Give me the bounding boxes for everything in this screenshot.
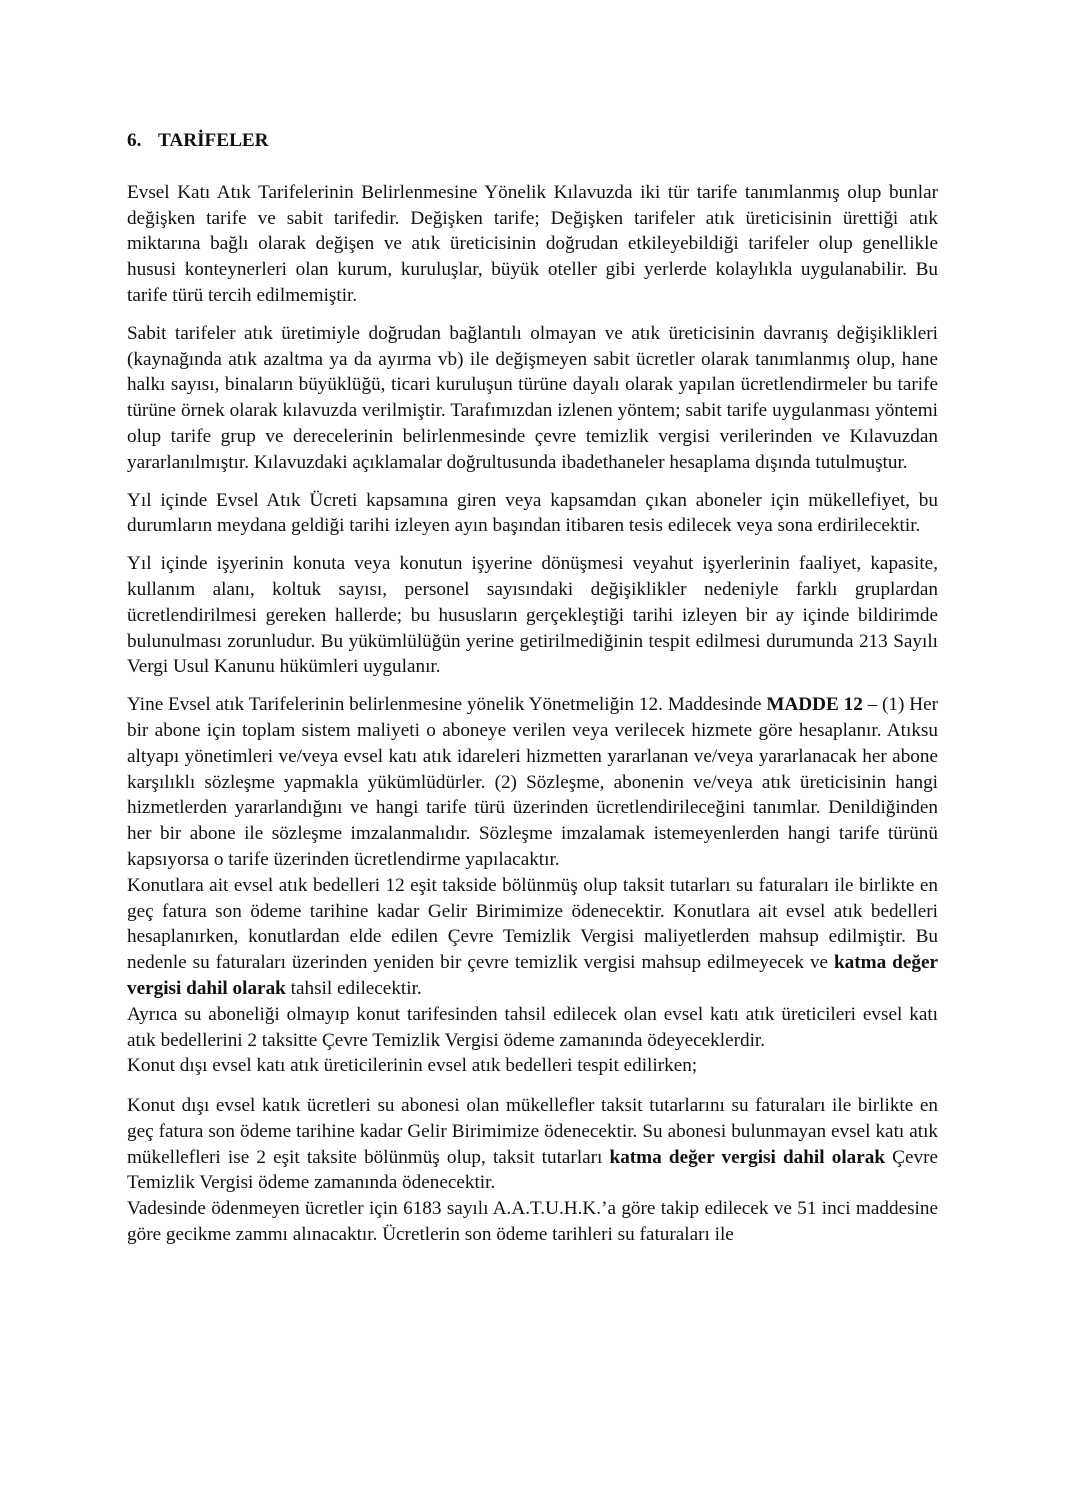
- section-number: 6.: [127, 130, 142, 151]
- non-residential-fees-text: Konut dışı evsel katık ücretleri su abonesi olan mükellefler taksit tutarlarını su faturaları ile birlikte en geç fatura son ödeme tarihine kadar Gelir Birimimize ödenecektir. Su abonesi bulunmayan evsel katı atık mükellefleri ise 2 eşit taksite bölünmüş olup, taksit tutarları: [127, 1095, 938, 1168]
- paragraph-tariff-types: Evsel Katı Atık Tarifelerinin Belirlenmesine Yönelik Kılavuzda iki tür tarife tanımlanmış olup bunlar değişken tarife ve sabit tarifedir. Değişken tarife; Değişken tarifeler atık üreticisinin ürettiği atık miktarına bağlı olarak değişen ve atık üreticisinin doğrudan etkileyebildiği tarifeler olup genellikle hususi konteynerleri olan kurum, kuruluşlar, büyük oteller gibi yerlerde kolaylıkla uygulanabilir. Bu tarife türü tercih edilmemiştir.: [127, 181, 938, 306]
- residential-fees-text: Konutlara ait evsel atık bedelleri 12 eşit takside bölünmüş olup taksit tutarları su faturaları ile birlikte en geç fatura son ödeme tarihine kadar Gelir Birimimize ödenecektir. Konutlara ait evsel atık bedelleri hesaplanırken, konutlardan elde edilen Çevre Temizlik Vergisi maliyetlerden mahsup edilmiştir. Bu nedenle su faturaları üzerinden yeniden bir çevre temizlik vergisi mahsup edilmeyecek ve: [127, 874, 938, 974]
- regulation-article-text: – (1) Her bir abone için toplam sistem maliyeti o aboneye verilen veya verilecek hizmete göre hesaplanır. Atıksu altyapı yönetimleri ve/veya evsel katı atık idareleri hizmetten yararlanan ve/veya yararlanacak her abone karşılıklı sözleşme yapmakla yükümlüdürler. (2) Sözleşme, abonenin ve/veya atık üreticisinin hangi hizmetlerden yararlandığını ve hangi tarife türü üzerinden ücretlendirileceğini tanımlar. Denildiğinden her bir abone ile sözleşme imzalanmalıdır. Sözleşme imzalamak istemeyenlerden hangi tarife türünü kapsıyorsa o tarife üzerinden ücretlendirme yapılacaktır.: [127, 694, 938, 870]
- document-page: [127, 128, 938, 1248]
- paragraph-fixed-tariffs: Sabit tarifeler atık üretimiyle doğrudan bağlantılı olmayan ve atık üreticisinin davranış değişiklikleri (kaynağında atık azaltma ya da ayırma vb) ile değişmeyen sabit ücretler olarak tanımlanmış olup, hane halkı sayısı, binaların büyüklüğü, ticari kuruluşun türüne dayalı olarak yapılan ücretlendirmeler bu tarife türüne örnek olarak kılavuzda verilmiştir. Tarafımızdan izlenen yöntem; sabit tarife uygulanması yöntemi olup tarife grup ve derecelerinin belirlenmesinde çevre temizlik vergisi verilerinden ve Kılavuzdan yararlanılmıştır. Kılavuzdaki açıklamalar doğrultusunda ibadethaneler hesaplama dışında tutulmuştur.: [127, 322, 938, 473]
- paragraph-subscriber-obligation: Yıl içinde Evsel Atık Ücreti kapsamına giren veya kapsamdan çıkan aboneler için mükellefiyet, bu durumların meydana geldiği tarihi izleyen ayın başından itibaren tesis edilecek veya sona erdirilecektir.: [127, 489, 938, 537]
- paragraph-residential-fees: [127, 873, 938, 1002]
- non-residential-fees-end: Çevre Temizlik Vergisi ödeme zamanında ödenecektir.: [127, 1146, 938, 1194]
- paragraph-workplace-change: Yıl içinde işyerinin konuta veya konutun işyerine dönüşmesi veyahut işyerlerinin faaliyet, kapasite, kullanım alanı, koltuk sayısı, personel sayısındaki değişiklikler nedeniyle farklı gruplardan ücretlendirilmesi gereken hallerde; bu hususların gerçekleştiği tarihi izleyen bir ay içinde bildirimde bulunulması zorunludur. Bu yükümlülüğün yerine getirilmediğinin tespit edilmesi durumunda 213 Sayılı Vergi Usul Kanunu hükümleri uygulanır.: [127, 553, 938, 678]
- section-title: TARİFELER: [158, 130, 269, 151]
- paragraph-non-residential-fees: [127, 1093, 938, 1196]
- vat-included-bold: katma değer vergisi dahil olarak: [127, 952, 938, 999]
- section-heading: [127, 128, 938, 154]
- paragraph-non-residential-intro: Konut dışı evsel katı atık üreticilerinin evsel atık bedelleri tespit edilirken;: [127, 1055, 698, 1077]
- residential-fees-end: tahsil edilecektir.: [285, 977, 422, 999]
- vat-included-bold-2: katma değer vergisi dahil olarak: [609, 1146, 886, 1168]
- paragraph-no-water-subscription: Ayrıca su aboneliği olmayıp konut tarifesinden tahsil edilecek olan evsel katı atık üreticileri evsel katı atık bedellerini 2 taksitte Çevre Temizlik Vergisi ödeme zamanında ödeyeceklerdir.: [127, 1003, 938, 1051]
- article-reference-bold: MADDE 12: [766, 694, 863, 716]
- paragraph-late-payment: Vadesinde ödenmeyen ücretler için 6183 sayılı A.A.T.U.H.K.’a göre takip edilecek ve 51 inci maddesine göre gecikme zammı alınacaktır. Ücretlerin son ödeme tarihleri su faturaları ile: [127, 1198, 938, 1246]
- regulation-intro-text: Yine Evsel atık Tarifelerinin belirlenmesine yönelik Yönetmeliğin 12. Maddesinde: [127, 694, 767, 716]
- paragraph-regulation-article: [127, 692, 938, 873]
